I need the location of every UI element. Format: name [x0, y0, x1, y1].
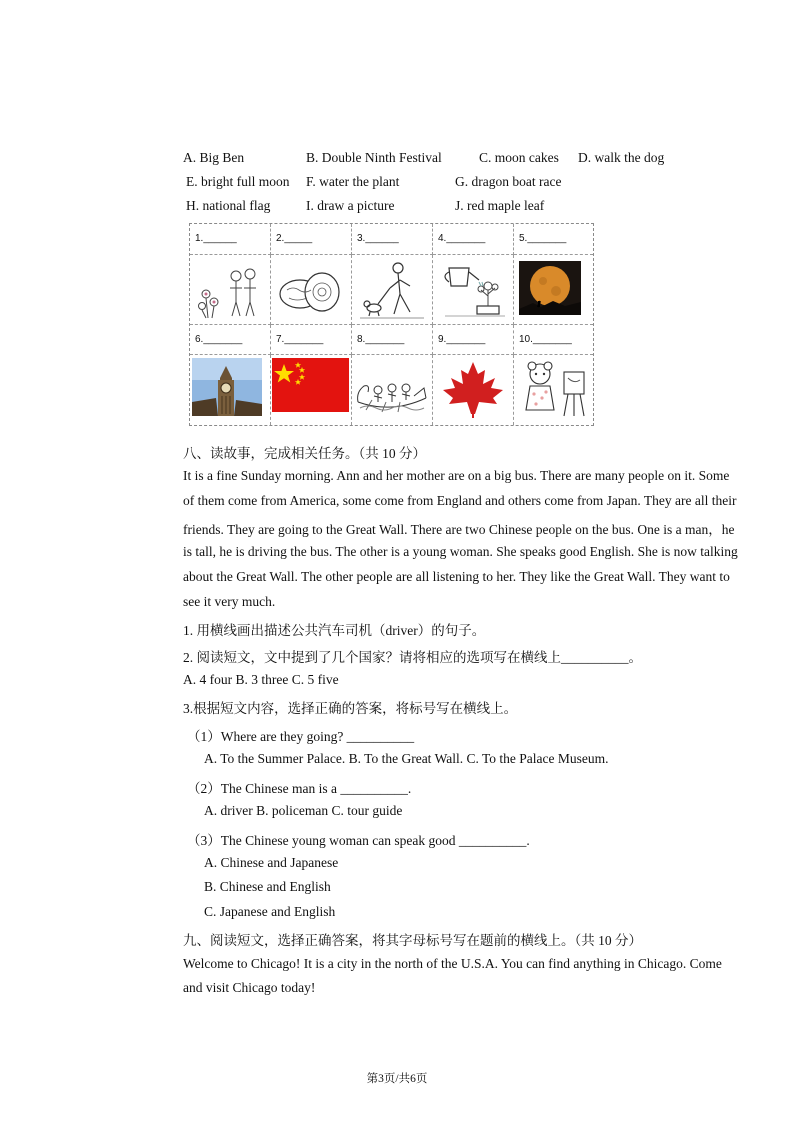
blank-6[interactable]: 6._______ [195, 334, 243, 345]
national-flag-icon [272, 358, 350, 418]
question-3: 3.根据短文内容，选择正确的答案，将标号写在横线上。 [183, 701, 518, 716]
walk-dog-icon [354, 258, 430, 322]
picture-cell-3 [352, 255, 433, 325]
story-line-5: about the Great Wall. The other people are all listening to her. They like the Great Wall. They want to [183, 569, 730, 584]
sub-question-3-option-b: B. Chinese and English [204, 879, 331, 894]
label-cell-8 [352, 325, 433, 355]
label-cell-9 [433, 325, 514, 355]
picture-cell-8 [352, 355, 433, 425]
moon-cakes-icon [273, 258, 349, 322]
label-cell-2 [271, 224, 352, 255]
label-cell-6 [190, 325, 271, 355]
full-moon-icon [519, 261, 585, 319]
maple-leaf-icon [435, 358, 511, 420]
picture-cell-6 [190, 355, 271, 425]
label-cell-3 [352, 224, 433, 255]
picture-cell-2 [271, 255, 352, 325]
option-e: E. bright full moon [186, 174, 290, 189]
question-1: 1. 用横线画出描述公共汽车司机（driver）的句子。 [183, 623, 486, 638]
blank-1[interactable]: 1.______ [195, 233, 237, 244]
section-9-text-line-1: Welcome to Chicago! It is a city in the north of the U.S.A. You can find anything in Chicago. Come [183, 956, 722, 971]
section-8-heading: 八、读故事，完成相关任务。（共 10 分） [183, 446, 426, 461]
story-line-3: friends. They are going to the Great Wall. There are two Chinese people on the bus. One is a man，he [183, 522, 735, 537]
section-9-text-line-2: and visit Chicago today! [183, 980, 316, 995]
picture-cell-10 [514, 355, 593, 425]
sub-question-1: （1）Where are they going? __________ [187, 729, 415, 744]
option-a: A. Big Ben [183, 150, 245, 165]
sub-question-3-option-a: A. Chinese and Japanese [204, 855, 339, 870]
label-cell-4 [433, 224, 514, 255]
blank-5[interactable]: 5._______ [519, 233, 567, 244]
picture-cell-7 [271, 355, 352, 425]
label-cell-1 [190, 224, 271, 255]
label-cell-5 [514, 224, 593, 255]
story-line-2: of them come from America, some come from England and others come from Japan. They are all their [183, 493, 737, 508]
option-i: I. draw a picture [306, 198, 395, 213]
blank-4[interactable]: 4._______ [438, 233, 486, 244]
option-g: G. dragon boat race [455, 174, 562, 189]
blank-8[interactable]: 8._______ [357, 334, 405, 345]
picture-cell-1 [190, 255, 271, 325]
option-c: C. moon cakes [479, 150, 559, 165]
picture-cell-9 [433, 355, 514, 425]
sub-question-1-options: A. To the Summer Palace. B. To the Great Wall. C. To the Palace Museum. [204, 751, 609, 766]
section-9-heading: 九、阅读短文，选择正确答案，将其字母标号写在题前的横线上。（共 10 分） [183, 933, 642, 948]
big-ben-icon [192, 358, 264, 418]
question-2-options: A. 4 four B. 3 three C. 5 five [183, 672, 339, 687]
label-cell-10 [514, 325, 593, 355]
dragon-boat-icon [354, 358, 430, 418]
draw-picture-icon [516, 358, 590, 420]
blank-3[interactable]: 3.______ [357, 233, 399, 244]
story-line-6: see it very much. [183, 594, 276, 609]
question-2: 2. 阅读短文，文中提到了几个国家？请将相应的选项写在横线上__________。 [183, 650, 642, 665]
page-number: 第3页/共6页 [366, 1073, 428, 1085]
option-f: F. water the plant [306, 174, 400, 189]
sub-question-2: （2）The Chinese man is a __________. [187, 781, 412, 796]
water-plant-icon [435, 258, 511, 322]
option-d: D. walk the dog [578, 150, 665, 165]
picture-grid [189, 223, 594, 426]
blank-10[interactable]: 10._______ [519, 334, 572, 345]
option-b: B. Double Ninth Festival [306, 150, 442, 165]
option-j: J. red maple leaf [455, 198, 545, 213]
sub-question-2-options: A. driver B. policeman C. tour guide [204, 803, 403, 818]
story-line-1: It is a fine Sunday morning. Ann and her mother are on a big bus. There are many people on it. Some [183, 468, 730, 483]
picture-cell-5 [514, 255, 593, 325]
blank-2[interactable]: 2._____ [276, 233, 313, 244]
picture-cell-4 [433, 255, 514, 325]
flowers-people-icon [192, 258, 268, 322]
option-h: H. national flag [186, 198, 271, 213]
blank-7[interactable]: 7._______ [276, 334, 324, 345]
sub-question-3: （3）The Chinese young woman can speak good __________. [187, 833, 530, 848]
story-line-4: is tall, he is driving the bus. The other is a young woman. She speaks good English. She is now talking [183, 544, 738, 559]
blank-9[interactable]: 9._______ [438, 334, 486, 345]
label-cell-7 [271, 325, 352, 355]
sub-question-3-option-c: C. Japanese and English [204, 904, 336, 919]
